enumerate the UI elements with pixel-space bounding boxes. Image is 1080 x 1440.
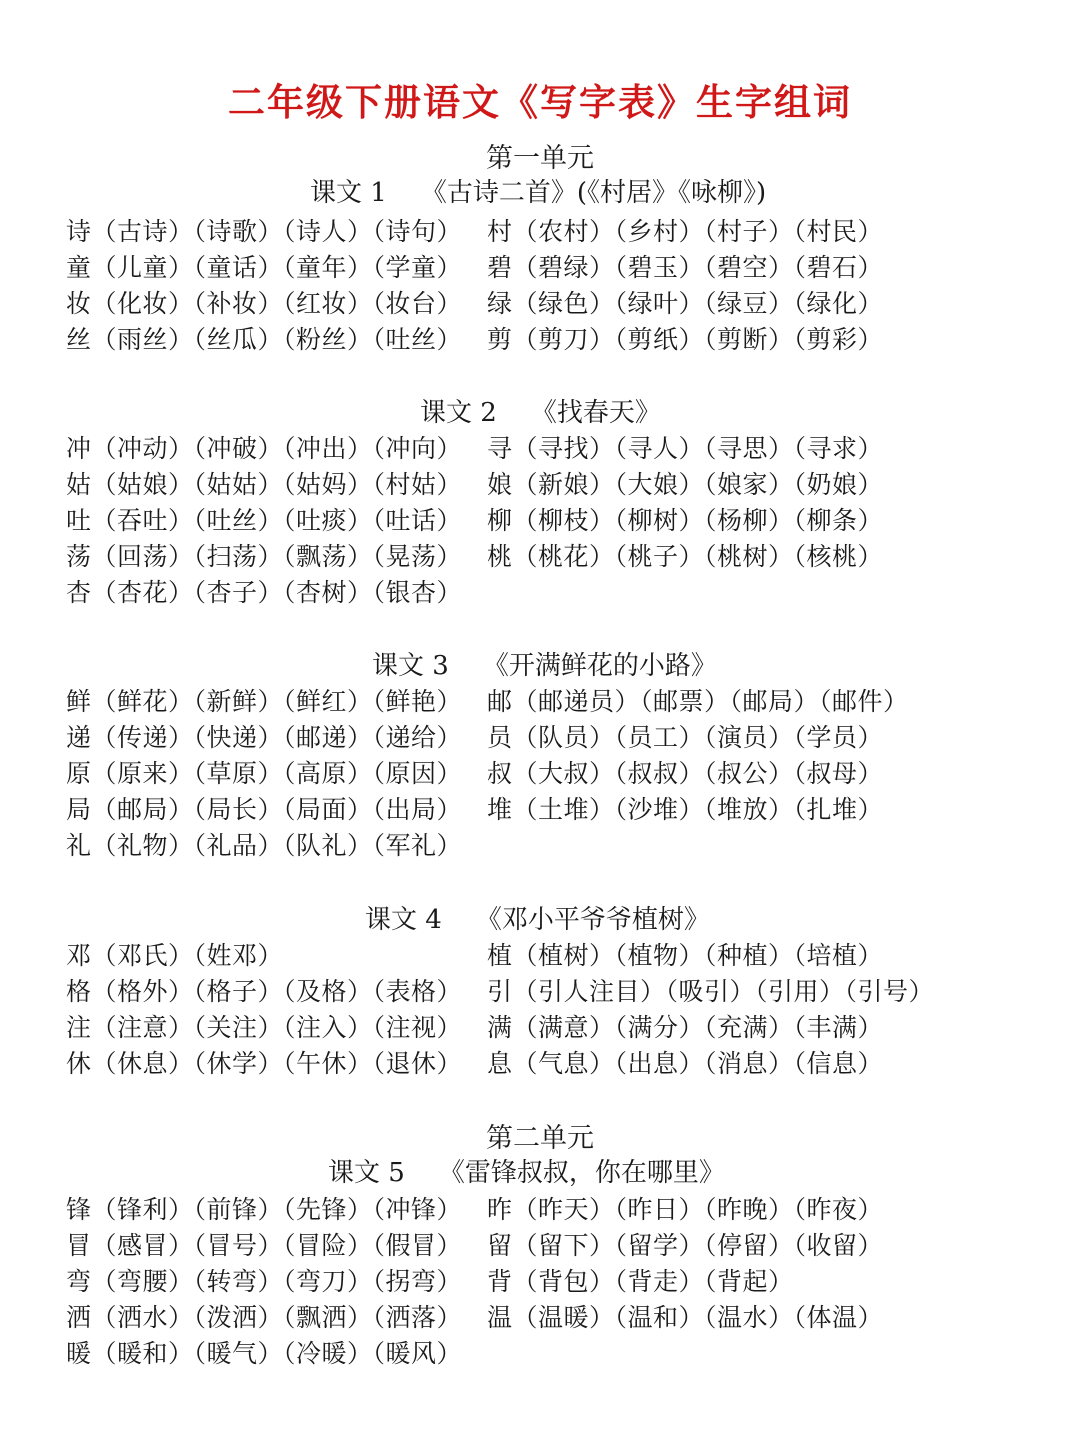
word-row: 姑（姑娘）（姑姑）（姑妈）（村姑）: [66, 470, 463, 499]
word-row: 剪（剪刀）（剪纸）（剪断）（剪彩）: [487, 325, 884, 354]
word-row: 鲜（鲜花）（新鲜）（鲜红）（鲜艳）: [66, 687, 463, 716]
word-row: 暖（暖和）（暖气）（冷暖）（暖风）: [66, 1339, 463, 1368]
word-row: 植（植树）（植物）（种植）（培植）: [487, 941, 884, 970]
word-row: 碧（碧绿）（碧玉）（碧空）（碧石）: [487, 253, 884, 282]
lesson-name: 《古诗二首》(《村居》《咏柳》): [420, 178, 767, 208]
lesson-heading-3: [372, 645, 717, 682]
lesson-heading-4: [365, 899, 710, 936]
lesson-heading-5: [328, 1152, 725, 1189]
lesson-name: 《雷锋叔叔，你在哪里》: [438, 1158, 725, 1188]
lesson-name: 《找春天》: [530, 398, 661, 428]
word-row: 息（气息）（出息）（消息）（信息）: [487, 1049, 884, 1078]
word-row: 礼（礼物）（礼品）（队礼）（军礼）: [66, 831, 463, 860]
word-row: 洒（洒水）（泼洒）（飘洒）（洒落）: [66, 1303, 463, 1332]
lesson-heading-2: [420, 392, 661, 429]
unit-heading-1: 第一单元: [486, 143, 594, 174]
unit-heading-2: 第二单元: [486, 1123, 594, 1154]
word-row: 昨（昨天）（昨日）（昨晚）（昨夜）: [487, 1195, 884, 1224]
word-row: 诗（古诗）（诗歌）（诗人）（诗句）: [66, 217, 463, 246]
word-row: 寻（寻找）（寻人）（寻思）（寻求）: [487, 434, 884, 463]
word-row: 留（留下）（留学）（停留）（收留）: [487, 1231, 884, 1260]
word-row: 桃（桃花）（桃子）（桃树）（核桃）: [487, 542, 884, 571]
word-row: 原（原来）（草原）（高原）（原因）: [66, 759, 463, 788]
word-row: 温（温暖）（温和）（温水）（体温）: [487, 1303, 884, 1332]
word-row: 绿（绿色）（绿叶）（绿豆）（绿化）: [487, 289, 884, 318]
word-row: 满（满意）（满分）（充满）（丰满）: [487, 1013, 884, 1042]
word-row: 吐（吞吐）（吐丝）（吐痰）（吐话）: [66, 506, 463, 535]
word-row: 冒（感冒）（冒号）（冒险）（假冒）: [66, 1231, 463, 1260]
word-row: 丝（雨丝）（丝瓜）（粉丝）（吐丝）: [66, 325, 463, 354]
lesson-label: 课文 1: [310, 178, 387, 208]
word-row: 引（引人注目）（吸引）（引用）（引号）: [487, 977, 935, 1006]
word-row: 注（注意）（关注）（注入）（注视）: [66, 1013, 463, 1042]
lesson-label: 课文 3: [372, 651, 449, 681]
word-row: 村（农村）（乡村）（村子）（村民）: [487, 217, 884, 246]
word-row: 冲（冲动）（冲破）（冲出）（冲向）: [66, 434, 463, 463]
lesson-label: 课文 4: [365, 905, 442, 935]
word-row: 员（队员）（员工）（演员）（学员）: [487, 723, 884, 752]
word-row: 童（儿童）（童话）（童年）（学童）: [66, 253, 463, 282]
lesson-heading-1: [310, 172, 766, 209]
word-row: 局（邮局）（局长）（局面）（出局）: [66, 795, 463, 824]
word-row: 弯（弯腰）（转弯）（弯刀）（拐弯）: [66, 1267, 463, 1296]
word-row: 递（传递）（快递）（邮递）（递给）: [66, 723, 463, 752]
word-row: 背（背包）（背走）（背起）: [487, 1267, 794, 1296]
word-row: 荡（回荡）（扫荡）（飘荡）（晃荡）: [66, 542, 463, 571]
word-row: 妆（化妆）（补妆）（红妆）（妆台）: [66, 289, 463, 318]
lesson-name: 《开满鲜花的小路》: [482, 651, 717, 681]
word-row: 娘（新娘）（大娘）（娘家）（奶娘）: [487, 470, 884, 499]
lesson-label: 课文 5: [328, 1158, 405, 1188]
word-row: 锋（锋利）（前锋）（先锋）（冲锋）: [66, 1195, 463, 1224]
lesson-name: 《邓小平爷爷植树》: [475, 905, 710, 935]
word-row: 杏（杏花）（杏子）（杏树）（银杏）: [66, 578, 463, 607]
word-row: 邮（邮递员）（邮票）（邮局）（邮件）: [487, 687, 909, 716]
word-row: 柳（柳枝）（柳树）（杨柳）（柳条）: [487, 506, 884, 535]
word-row: 邓（邓氏）（姓邓）: [66, 941, 284, 970]
word-row: 叔（大叔）（叔叔）（叔公）（叔母）: [487, 759, 884, 788]
document-title: 二年级下册语文《写字表》生字组词: [228, 81, 852, 124]
word-row: 格（格外）（格子）（及格）（表格）: [66, 977, 463, 1006]
word-row: 堆（土堆）（沙堆）（堆放）（扎堆）: [487, 795, 884, 824]
lesson-label: 课文 2: [420, 398, 497, 428]
word-row: 休（休息）（休学）（午休）（退休）: [66, 1049, 463, 1078]
